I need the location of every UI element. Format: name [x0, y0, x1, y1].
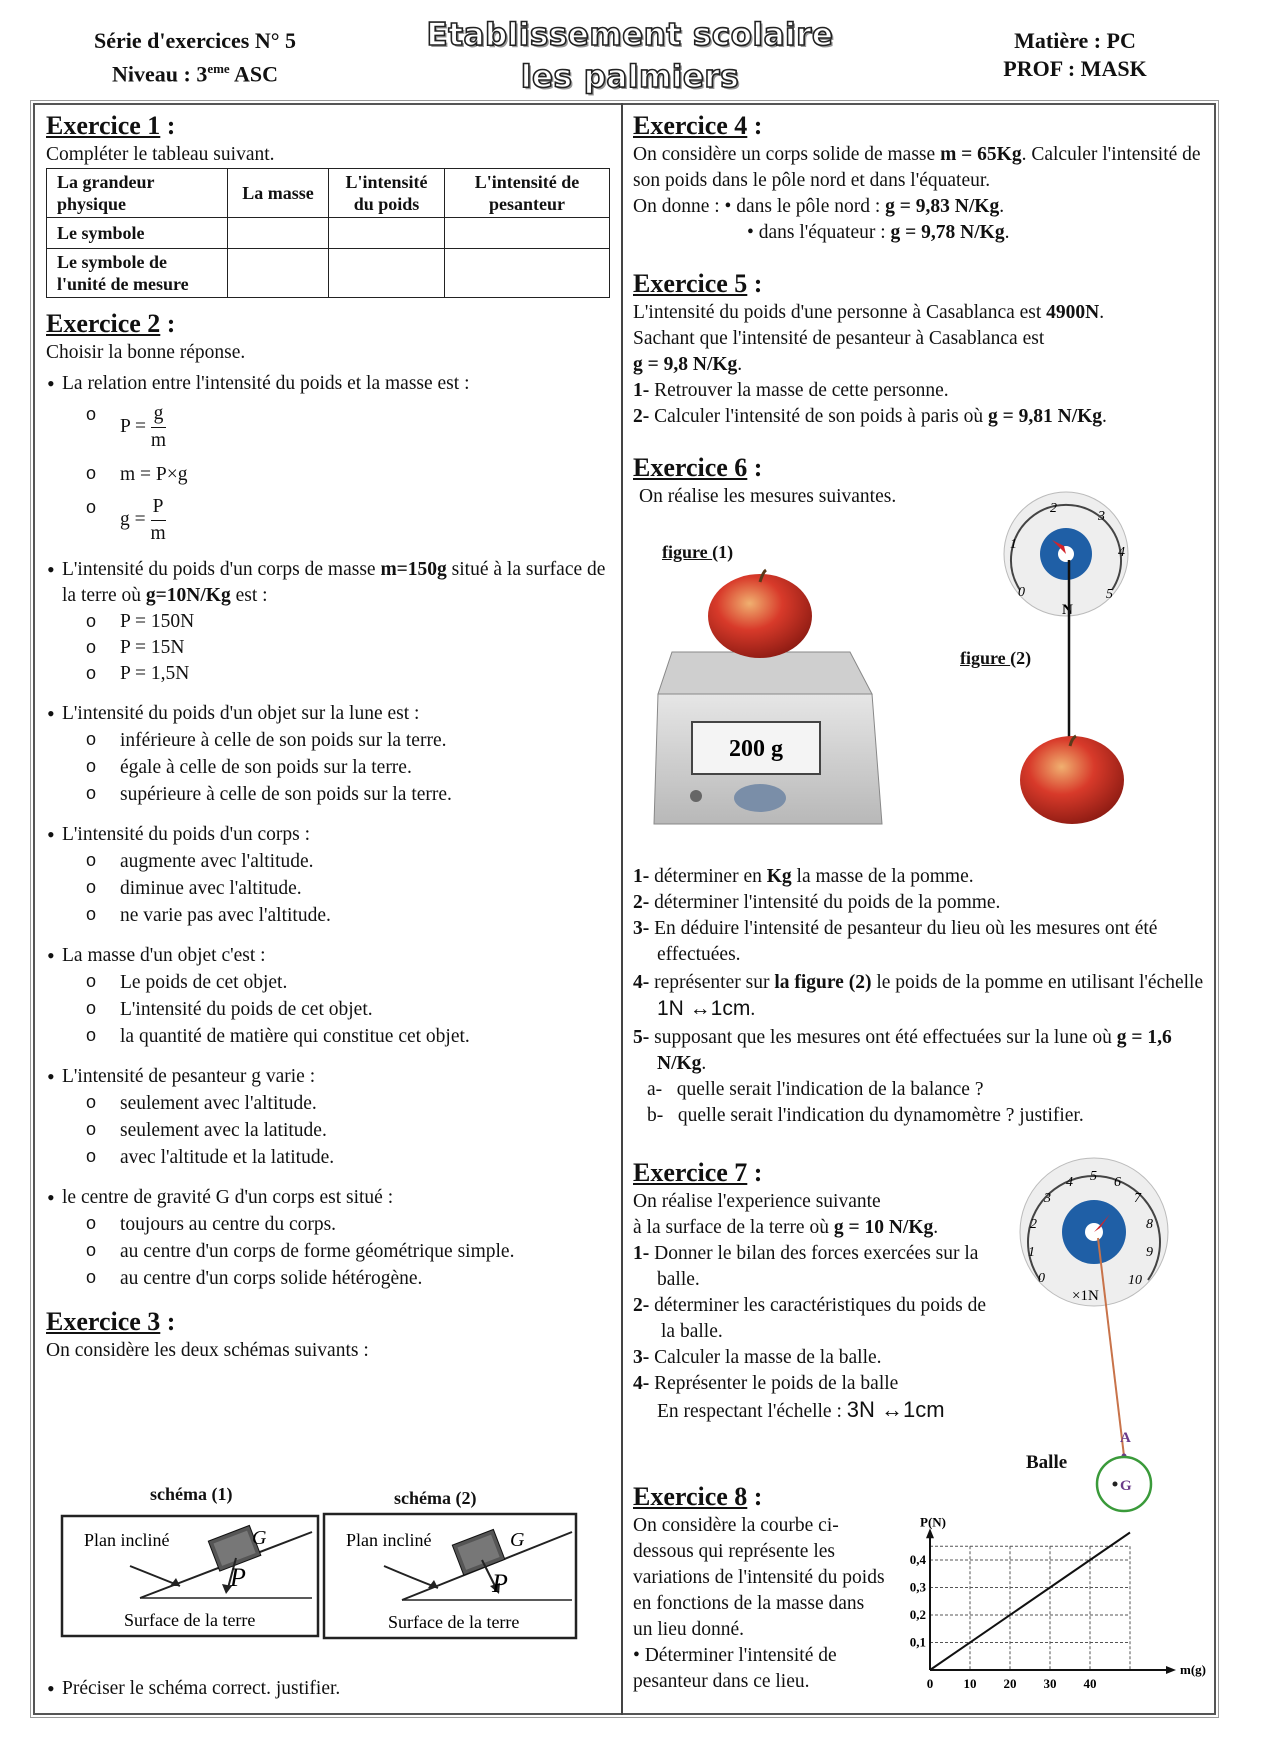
ex5-weight: 4900N: [1046, 302, 1100, 323]
ex8-title-text: Exercice 8: [633, 1482, 748, 1511]
dial-tick: 4: [1118, 545, 1125, 560]
q-num: 2-: [633, 892, 650, 913]
balance-buttons: [734, 784, 786, 812]
dial-tick: 3: [1044, 1191, 1051, 1206]
dial-tick: 0: [1018, 585, 1025, 600]
niveau-label: [55, 55, 335, 88]
q2-text-c: situé à la surface de la terre où: [62, 558, 606, 606]
ex2-q6-opt3[interactable]: o avec l'altitude et la latitude.: [46, 1144, 614, 1171]
dial-tick: 7: [1134, 1191, 1141, 1206]
ex8-text: [633, 1481, 893, 1695]
dial-tick: 3: [1098, 509, 1105, 524]
ex2-q4-opt1[interactable]: o augmente avec l'altitude.: [46, 848, 614, 875]
q-num: 5-: [633, 1027, 650, 1048]
ex1-title-text: Exercice 1: [46, 111, 161, 140]
q-dot: .: [701, 1053, 707, 1074]
q-dot: .: [1102, 406, 1107, 427]
ex2-q6: • L'intensité de pesanteur g varie :: [46, 1064, 614, 1090]
ex3-title-text: Exercice 3: [46, 1306, 161, 1336]
ex7-line1: On réalise l'experience suivante: [633, 1191, 881, 1212]
g-label: G: [252, 1527, 267, 1549]
fraction: [151, 401, 166, 454]
school-line2: les palmiers: [520, 59, 740, 95]
ex4-mass: m = 65Kg: [940, 144, 1022, 165]
q-scale: 1N ↔1cm: [657, 997, 751, 1020]
ex2-q3-opt1[interactable]: o inférieure à celle de son poids sur la terre.: [46, 727, 614, 754]
ex2-q6-opt2[interactable]: o seulement avec la latitude.: [46, 1117, 614, 1144]
ex7-colon: :: [747, 1158, 763, 1187]
q-g: g = 9,81 N/Kg: [988, 406, 1103, 427]
fig2-num: (2): [1010, 648, 1032, 668]
dynamometer-figure: [994, 490, 1158, 830]
ex7-title-text: Exercice 7: [633, 1158, 748, 1187]
ex2-q4: • L'intensité du poids d'un corps :: [46, 822, 614, 848]
q-text: Donner le bilan des forces exercées sur la balle.: [649, 1243, 979, 1290]
dial-tick: 8: [1146, 1217, 1153, 1232]
ex4-line3: [633, 220, 1207, 246]
ex2-q7: • le centre de gravité G d'un corps est situé :: [46, 1185, 614, 1211]
ex2-q2: [46, 557, 614, 609]
q-dot: .: [750, 999, 756, 1020]
schema1-label: schéma (1): [150, 1484, 233, 1504]
y-tick-label: 0,4: [909, 1552, 926, 1567]
ex7-text: [633, 1157, 1013, 1425]
q-text: supposant que les mesures ont été effectuées sur la lune où: [649, 1027, 1117, 1048]
table-row: [47, 218, 610, 249]
formula-lhs: g =: [120, 508, 146, 530]
q-num: 2-: [633, 406, 650, 427]
ex8-question: • Déterminer l'intensité de pesanteur dans ce lieu.: [633, 1645, 837, 1692]
ex7-q4: [633, 1371, 1013, 1397]
y-tick-label: 0,2: [909, 1607, 926, 1622]
ex7-line2: [633, 1215, 1013, 1241]
q2-text-d: g=10N/Kg: [145, 584, 231, 606]
q-text: En respectant l'échelle :: [657, 1401, 847, 1422]
curve-arrow: [384, 1566, 438, 1588]
surface-label: Surface de la terre: [124, 1610, 256, 1630]
ex2-q4-opt3[interactable]: o ne varie pas avec l'altitude.: [46, 902, 614, 929]
q-num: 3-: [633, 918, 650, 939]
ex2-q1-opt2[interactable]: o m = P×g: [46, 460, 614, 490]
point-g: [1113, 1482, 1118, 1487]
table-cell[interactable]: [445, 218, 610, 249]
ex5-title-text: Exercice 5: [633, 269, 748, 298]
fig1-label: [662, 542, 733, 563]
q-text: Représenter le poids de la balle: [649, 1373, 899, 1394]
table-cell: La masse: [228, 169, 329, 218]
school-line1: Etablissement scolaire: [426, 17, 834, 53]
ex4-text: On considère un corps solide de masse: [633, 144, 941, 165]
p-label: P: [492, 1569, 508, 1598]
ex1-table: [46, 168, 610, 298]
ex6-questions: [633, 864, 1207, 1129]
q-text: Retrouver la masse de cette personne.: [649, 380, 949, 401]
dial-tick: 0: [1038, 1271, 1045, 1286]
q-num: 3-: [633, 1347, 650, 1368]
ex8-title: [633, 1481, 893, 1513]
x-axis-arrow: [1166, 1666, 1176, 1674]
ex5-g: g = 9,8 N/Kg: [633, 354, 738, 375]
matiere-label: Matière : PC: [1014, 28, 1136, 53]
ex2-q1: • La relation entre l'intensité du poids et la masse est :: [46, 371, 614, 397]
y-tick-label: 0,1: [909, 1634, 926, 1650]
ex2-colon: :: [160, 309, 176, 338]
ex2-q7-opt2[interactable]: o au centre d'un corps de forme géométrique simple.: [46, 1238, 614, 1265]
left-column: [46, 110, 614, 1364]
ex4-g-pole: g = 9,83 N/Kg: [885, 196, 1000, 217]
dial-tick: 10: [1128, 1273, 1142, 1288]
q-num: 4-: [633, 972, 650, 993]
niveau-suffix: ASC: [229, 61, 278, 87]
apple: [708, 574, 812, 658]
ex4-text: On donne : • dans le pôle nord :: [633, 196, 886, 217]
ex5-text: L'intensité du poids d'une personne à Casablanca est: [633, 302, 1047, 323]
ex7-g: g = 10 N/Kg: [833, 1217, 934, 1238]
series-line: [930, 1533, 1130, 1671]
header-right: [960, 27, 1190, 83]
ex1-intro: Compléter le tableau suivant.: [46, 144, 275, 165]
table-row: [47, 169, 610, 218]
dial-tick: 5: [1106, 587, 1113, 602]
ex2-title-text: Exercice 2: [46, 309, 161, 338]
q-text: représenter sur: [649, 972, 775, 993]
fig1-word: figure: [662, 542, 713, 562]
school-name: [380, 14, 880, 98]
ex4-colon: :: [747, 111, 763, 140]
ex4-title: [633, 110, 1207, 142]
balance-plate: [658, 652, 872, 694]
ex7-title: [633, 1157, 1013, 1189]
q-text: Calculer la masse de la balle.: [649, 1347, 882, 1368]
q-fig: la figure (2): [774, 972, 872, 993]
ex2-q1-opt1[interactable]: [46, 401, 614, 454]
frac-num: P: [151, 494, 166, 521]
fraction: [151, 494, 166, 547]
ex2-title: [46, 308, 614, 340]
table-cell: Le symbole: [47, 218, 228, 249]
q2-text-e: est :: [230, 584, 268, 606]
dial-tick: 5: [1090, 1169, 1097, 1184]
q2-text-a: L'intensité du poids d'un corps de masse: [62, 558, 381, 580]
table-cell[interactable]: [329, 218, 445, 249]
frac-den: m: [150, 522, 166, 544]
ex2-q5: • La masse d'un objet c'est :: [46, 943, 614, 969]
surface-label: Surface de la terre: [388, 1612, 520, 1632]
table-cell: La grandeur physique: [47, 169, 228, 218]
q-num: 1-: [633, 866, 650, 887]
plan-label: Plan incliné: [346, 1530, 432, 1550]
fig2-word: figure: [960, 648, 1011, 668]
q-text: le poids de la pomme en utilisant l'échelle: [871, 972, 1204, 993]
dial-tick: 4: [1066, 1175, 1073, 1190]
q-num: 4-: [633, 1373, 650, 1394]
ex5-q1: [633, 378, 1207, 404]
ex7-text-a: à la surface de la terre où: [633, 1217, 834, 1238]
ex2-q6-opt1[interactable]: o seulement avec l'altitude.: [46, 1090, 614, 1117]
table-cell: Le symbole de l'unité de mesure: [47, 249, 228, 298]
dial-tick: 9: [1146, 1245, 1153, 1260]
ex2-q4-opt2[interactable]: o diminue avec l'altitude.: [46, 875, 614, 902]
q-g: g = 1,6 N/Kg: [657, 1027, 1172, 1074]
apple: [1020, 736, 1124, 824]
ex4-g-equateur: g = 9,78 N/Kg: [890, 222, 1005, 243]
ex5-line1: [633, 300, 1207, 326]
ex2-q5-opt3[interactable]: o la quantité de matière qui constitue cet objet.: [46, 1023, 614, 1050]
ex6-colon: :: [747, 453, 763, 482]
ball-label: Balle: [1026, 1452, 1068, 1473]
frac-num: g: [151, 401, 166, 428]
x-tick-label: 30: [1043, 1676, 1057, 1691]
ex5-dot: .: [1099, 302, 1105, 323]
dial-tick: 2: [1050, 501, 1057, 516]
ex5-line3: g = 9,8 N/Kg.: [633, 354, 743, 375]
ex4-line2: [633, 194, 1207, 220]
serie-label: Série d'exercices N° 5: [93, 28, 297, 53]
table-cell[interactable]: [329, 249, 445, 298]
ex3-colon: :: [160, 1306, 176, 1336]
x-tick-label: 20: [1003, 1676, 1017, 1691]
ex4-dot: .: [1004, 222, 1010, 243]
ex7-dynamometer: [1010, 1158, 1186, 1494]
ex2-q2-opt1[interactable]: o P = 150N: [46, 609, 614, 635]
balance-knob: [690, 790, 702, 802]
schema2-label: schéma (2): [394, 1488, 477, 1508]
q-num: 2-: [633, 1295, 650, 1316]
schema1-figure: [60, 1514, 320, 1638]
ex5-title: [633, 268, 1207, 300]
ex6-title: [633, 452, 1207, 484]
ex4-title-text: Exercice 4: [633, 111, 748, 140]
ex7-q3: [633, 1345, 1013, 1371]
balance-figure: [650, 576, 890, 838]
x-tick-label: 40: [1083, 1676, 1097, 1691]
ex2-intro: Choisir la bonne réponse.: [46, 342, 246, 363]
schema2-figure: [322, 1512, 578, 1640]
q-scale: 3N ↔1cm: [846, 1397, 945, 1422]
x-tick-label: 10: [963, 1676, 977, 1691]
ex2-q3: • L'intensité du poids d'un objet sur la lune est :: [46, 701, 614, 727]
table-row: [47, 249, 610, 298]
ex8-chart: [900, 1514, 1206, 1698]
ex2-q7-opt3[interactable]: o au centre d'un corps solide hétérogène.: [46, 1265, 614, 1292]
ex2-q5-opt1[interactable]: o Le poids de cet objet.: [46, 969, 614, 996]
column-divider: [621, 103, 623, 1715]
ex2-q5-opt2[interactable]: o L'intensité du poids de cet objet.: [46, 996, 614, 1023]
table-cell[interactable]: [228, 218, 329, 249]
dial-tick: 1: [1028, 1245, 1035, 1260]
q2-text-b: m=150g: [380, 558, 447, 580]
table-cell[interactable]: [445, 249, 610, 298]
ex8-statement: On considère la courbe ci-dessous qui représente les variations de l'intensité du poids en fonctions de la masse dans un lieu donné.: [633, 1515, 885, 1640]
right-column: [633, 110, 1207, 510]
ex8-colon: :: [747, 1482, 763, 1511]
point-a-label: A: [1120, 1430, 1131, 1446]
ex6-qb: [633, 1103, 1207, 1129]
table-cell: L'intensité de pesanteur: [445, 169, 610, 218]
ex4-text: . Calculer l'intensité de son poids dans le pôle nord et dans l'équateur.: [633, 144, 1201, 191]
ex1-title: [46, 110, 614, 142]
x-axis-label: m(g): [1180, 1662, 1206, 1677]
header-left: [55, 27, 335, 88]
dial-unit: N: [1062, 602, 1073, 618]
ex4-text: • dans l'équateur :: [747, 222, 891, 243]
ex2-q3-opt2[interactable]: o égale à celle de son poids sur la terre.: [46, 754, 614, 781]
p-label: P: [230, 1563, 246, 1592]
ex6-q2: [633, 890, 1207, 916]
y-axis-arrow: [926, 1528, 934, 1538]
q-text: la masse de la pomme.: [791, 866, 974, 887]
ex5-colon: :: [747, 269, 763, 298]
table-cell: L'intensité du poids: [329, 169, 445, 218]
q-text: déterminer les caractéristiques du poids de la balle.: [649, 1295, 987, 1342]
ex4-line1: [633, 142, 1207, 194]
ex2-q2-opt3[interactable]: o P = 1,5N: [46, 661, 614, 687]
plan-label: Plan incliné: [84, 1530, 170, 1550]
formula-lhs: P =: [120, 415, 146, 437]
q-text: déterminer l'intensité du poids de la pomme.: [649, 892, 1001, 913]
balance-reading: 200 g: [729, 736, 783, 762]
ex5-line2: Sachant que l'intensité de pesanteur à Casablanca est: [633, 328, 1045, 349]
ex6-q1: [633, 864, 1207, 890]
table-cell[interactable]: [228, 249, 329, 298]
niveau-sup: eme: [207, 61, 230, 76]
q-text: En déduire l'intensité de pesanteur du lieu où les mesures ont été effectuées.: [649, 918, 1158, 965]
q-letter: b-: [647, 1105, 664, 1126]
ex6-q4: [633, 970, 1207, 1023]
g-label: G: [510, 1529, 525, 1551]
ex6-q3: [633, 916, 1207, 968]
ex2-q1-opt3[interactable]: [46, 494, 614, 547]
ex4-dot: .: [999, 196, 1005, 217]
y-tick-label: 0,3: [909, 1579, 926, 1595]
ex3-title: [46, 1306, 614, 1338]
q-num: 1-: [633, 380, 650, 401]
dial-unit: ×1N: [1072, 1288, 1099, 1304]
ex3-question: • Préciser le schéma correct. justifier.: [46, 1676, 1286, 1702]
ex3-intro: On considère les deux schémas suivants :: [46, 1339, 369, 1361]
q-text: quelle serait l'indication du dynamomètre ? justifier.: [677, 1105, 1084, 1126]
frac-den: m: [150, 430, 167, 451]
fig1-num: (1): [712, 542, 734, 562]
ex2-q7-opt1[interactable]: o toujours au centre du corps.: [46, 1211, 614, 1238]
ex6-title-text: Exercice 6: [633, 453, 748, 482]
niveau-prefix: Niveau : 3: [112, 61, 208, 87]
prof-label: PROF : MASK: [1003, 56, 1147, 81]
ex2-q2-opt2[interactable]: o P = 15N: [46, 635, 614, 661]
q-text: quelle serait l'indication de la balance ?: [676, 1079, 984, 1100]
ex1-colon: :: [160, 111, 176, 140]
q-letter: a-: [647, 1079, 663, 1100]
ex7-dot: .: [933, 1217, 939, 1238]
y-axis-label: P(N): [920, 1514, 946, 1530]
ex7-q4b: [633, 1397, 1013, 1425]
ex7-q1: [633, 1241, 997, 1293]
q-text: déterminer en: [649, 866, 767, 887]
dial-tick: 2: [1030, 1217, 1037, 1232]
ex7-q2: [633, 1293, 1001, 1345]
ex6-qa: [633, 1077, 1207, 1103]
ex2-q3-opt3[interactable]: o supérieure à celle de son poids sur la terre.: [46, 781, 614, 808]
point-g-label: G: [1120, 1478, 1132, 1494]
q-text: Calculer l'intensité de son poids à paris où: [649, 406, 988, 427]
dial-tick: 6: [1114, 1175, 1121, 1190]
ex5-q2: [633, 404, 1207, 430]
q-num: 1-: [633, 1243, 650, 1264]
x-tick-label: 0: [926, 1676, 934, 1691]
dial-tick: 1: [1010, 537, 1017, 552]
ex6-q5: [633, 1025, 1207, 1077]
q-unit: Kg: [766, 866, 792, 887]
ex6-intro: On réalise les mesures suivantes.: [639, 486, 897, 507]
